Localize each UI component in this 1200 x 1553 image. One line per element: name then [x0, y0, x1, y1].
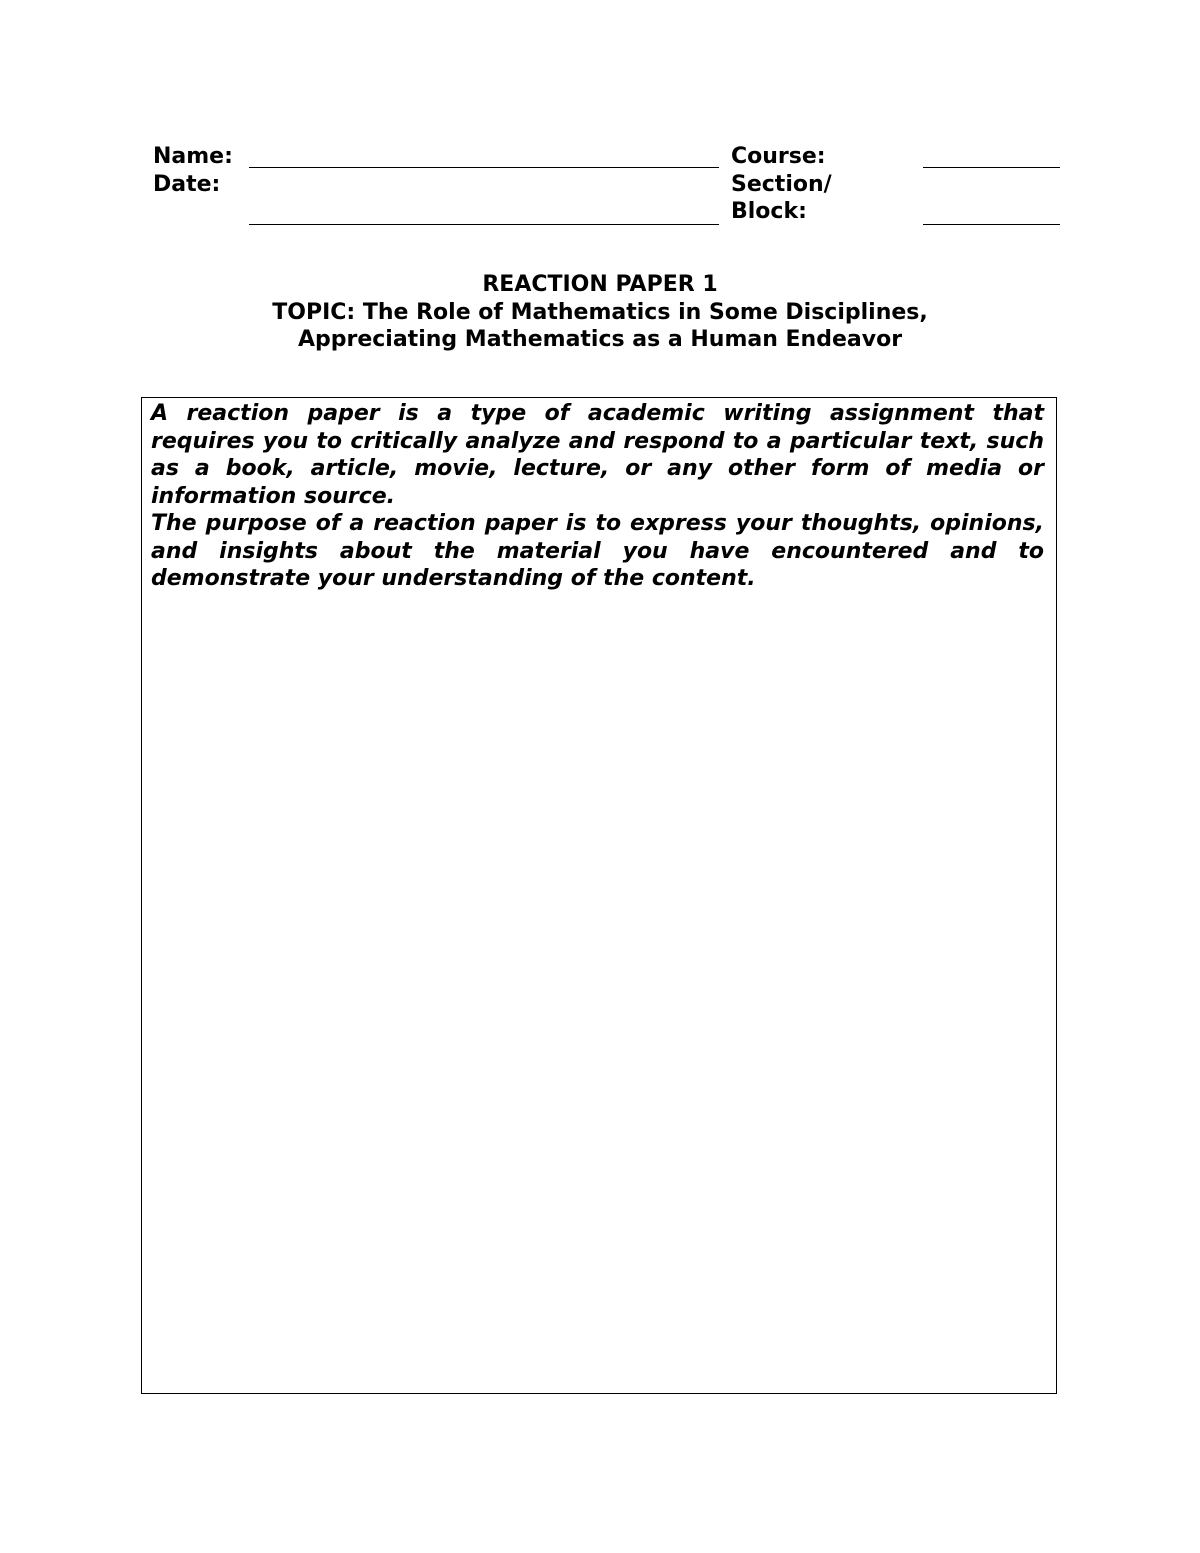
name-field-line[interactable] — [249, 167, 719, 168]
instructions-paragraph-1: A reaction paper is a type of academic writing assignment that requires you to critically analyze and respond to a particular text, such as a book, article, movie, lecture, or any other form of media or information source. — [151, 401, 1044, 509]
instructions-paragraph-2: The purpose of a reaction paper is to express your thoughts, opinions, and insights about the material you have encountered and to demonstrate your understanding of the content. — [151, 511, 1044, 591]
response-box[interactable] — [141, 397, 1057, 1394]
name-label: Name: — [153, 144, 233, 169]
paper-title: REACTION PAPER 1 — [482, 272, 718, 297]
instructions-text — [151, 400, 1044, 593]
section-label: Section/ — [731, 172, 832, 197]
course-label: Course: — [731, 144, 826, 169]
topic-line-2: Appreciating Mathematics as a Human Endeavor — [297, 327, 903, 352]
date-label: Date: — [153, 172, 221, 197]
topic-line-1: TOPIC: The Role of Mathematics in Some Disciplines, — [272, 300, 928, 325]
section-block-field-line[interactable] — [923, 224, 1060, 225]
course-field-line[interactable] — [923, 167, 1060, 168]
block-label: Block: — [731, 199, 807, 224]
date-field-line[interactable] — [249, 224, 719, 225]
